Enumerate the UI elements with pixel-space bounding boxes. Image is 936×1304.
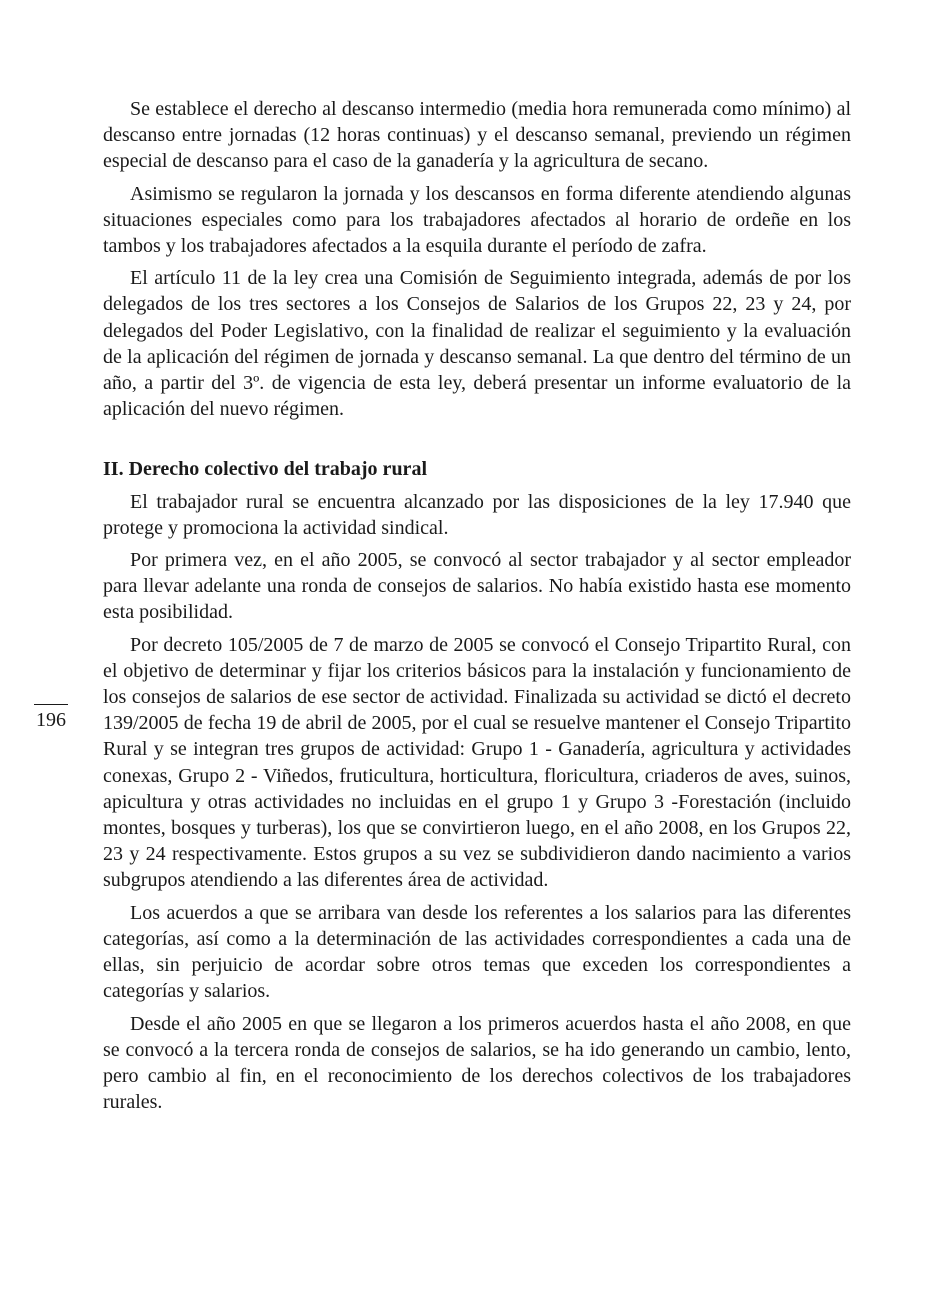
paragraph-first-round-2005: Por primera vez, en el año 2005, se convocó al sector trabajador y al sector empleador para llevar adelante una ronda de consejos de salarios. No había existido hasta ese momento esta posibilidad.: [103, 549, 851, 624]
paragraph-decrees: Por decreto 105/2005 de 7 de marzo de 2005 se convocó el Consejo Tripartito Rural, con el objetivo de determinar y fijar los criterios básicos para la instalación y funcionamiento de los consejos de salarios de ese sector de actividad. Finalizada su actividad se dictó el decreto 139/2005 de fecha 19 de abril de 2005, por el cual se resuelve mantener el Consejo Tripartito Rural y se integran tres grupos de actividad: Grupo 1 - Ganadería, agricultura y actividades conexas, Grupo 2 - Viñedos, fruticultura, horticultura, floricultura, criaderos de aves, suinos, apicultura y otras actividades no incluidas en el grupo 1 y Grupo 3 -Forestación (incluido montes, bosques y turberas), los que se convirtieron luego, en el año 2008, en los Grupos 22, 23 y 24 respectivamente. Estos grupos a su vez se subdividieron dando nacimiento a varios subgrupos atendiendo a las diferentes área de actividad.: [103, 633, 851, 892]
paragraph-monitoring-commission: El artículo 11 de la ley crea una Comisión de Seguimiento integrada, además de por los delegados de los tres sectores a los Consejos de Salarios de los Grupos 22, 23 y 24, por delegados del Poder Legislativo, con la finalidad de realizar el seguimiento y la evaluación de la aplicación del régimen de jornada y descanso semanal. La que dentro del término de un año, a partir del 3º. de vigencia de esta ley, deberá presentar un informe evaluatorio de la aplicación del nuevo régimen.: [103, 267, 851, 421]
paragraph-special-situations: Asimismo se regularon la jornada y los descansos en forma diferente atendiendo algunas situaciones especiales como para los trabajadores afectados al horario de ordeñe en los tambos y los trabajadores afectados a la esquila durante el período de zafra.: [103, 182, 851, 258]
paragraph-recognition: Desde el año 2005 en que se llegaron a los primeros acuerdos hasta el año 2008, en que se convocó a la tercera ronda de consejos de salarios, se ha ido generando un cambio, lento, pero cambio al fin, en el reconocimiento de los derechos colectivos de los trabajadores rurales.: [103, 1012, 851, 1114]
section-heading: II. Derecho colectivo del trabajo rural: [103, 458, 427, 481]
page-number: 196: [34, 704, 68, 732]
paragraph-agreements: Los acuerdos a que se arribara van desde los referentes a los salarios para las diferentes categorías, así como a la determinación de las actividades correspondientes a cada una de ellas, sin perjuicio de acordar sobre otros temas que exceden los correspondientes a categorías y salarios.: [103, 901, 851, 1003]
paragraph-law-17940: El trabajador rural se encuentra alcanzado por las disposiciones de la ley 17.940 que protege y promociona la actividad sindical.: [103, 490, 851, 539]
paragraph-rest-periods: Se establece el derecho al descanso intermedio (media hora remunerada como mínimo) al descanso entre jornadas (12 horas continuas) y el descanso semanal, previendo un régimen especial de descanso para el caso de la ganadería y la agricultura de secano.: [103, 98, 851, 173]
page-body: [103, 96, 851, 1121]
